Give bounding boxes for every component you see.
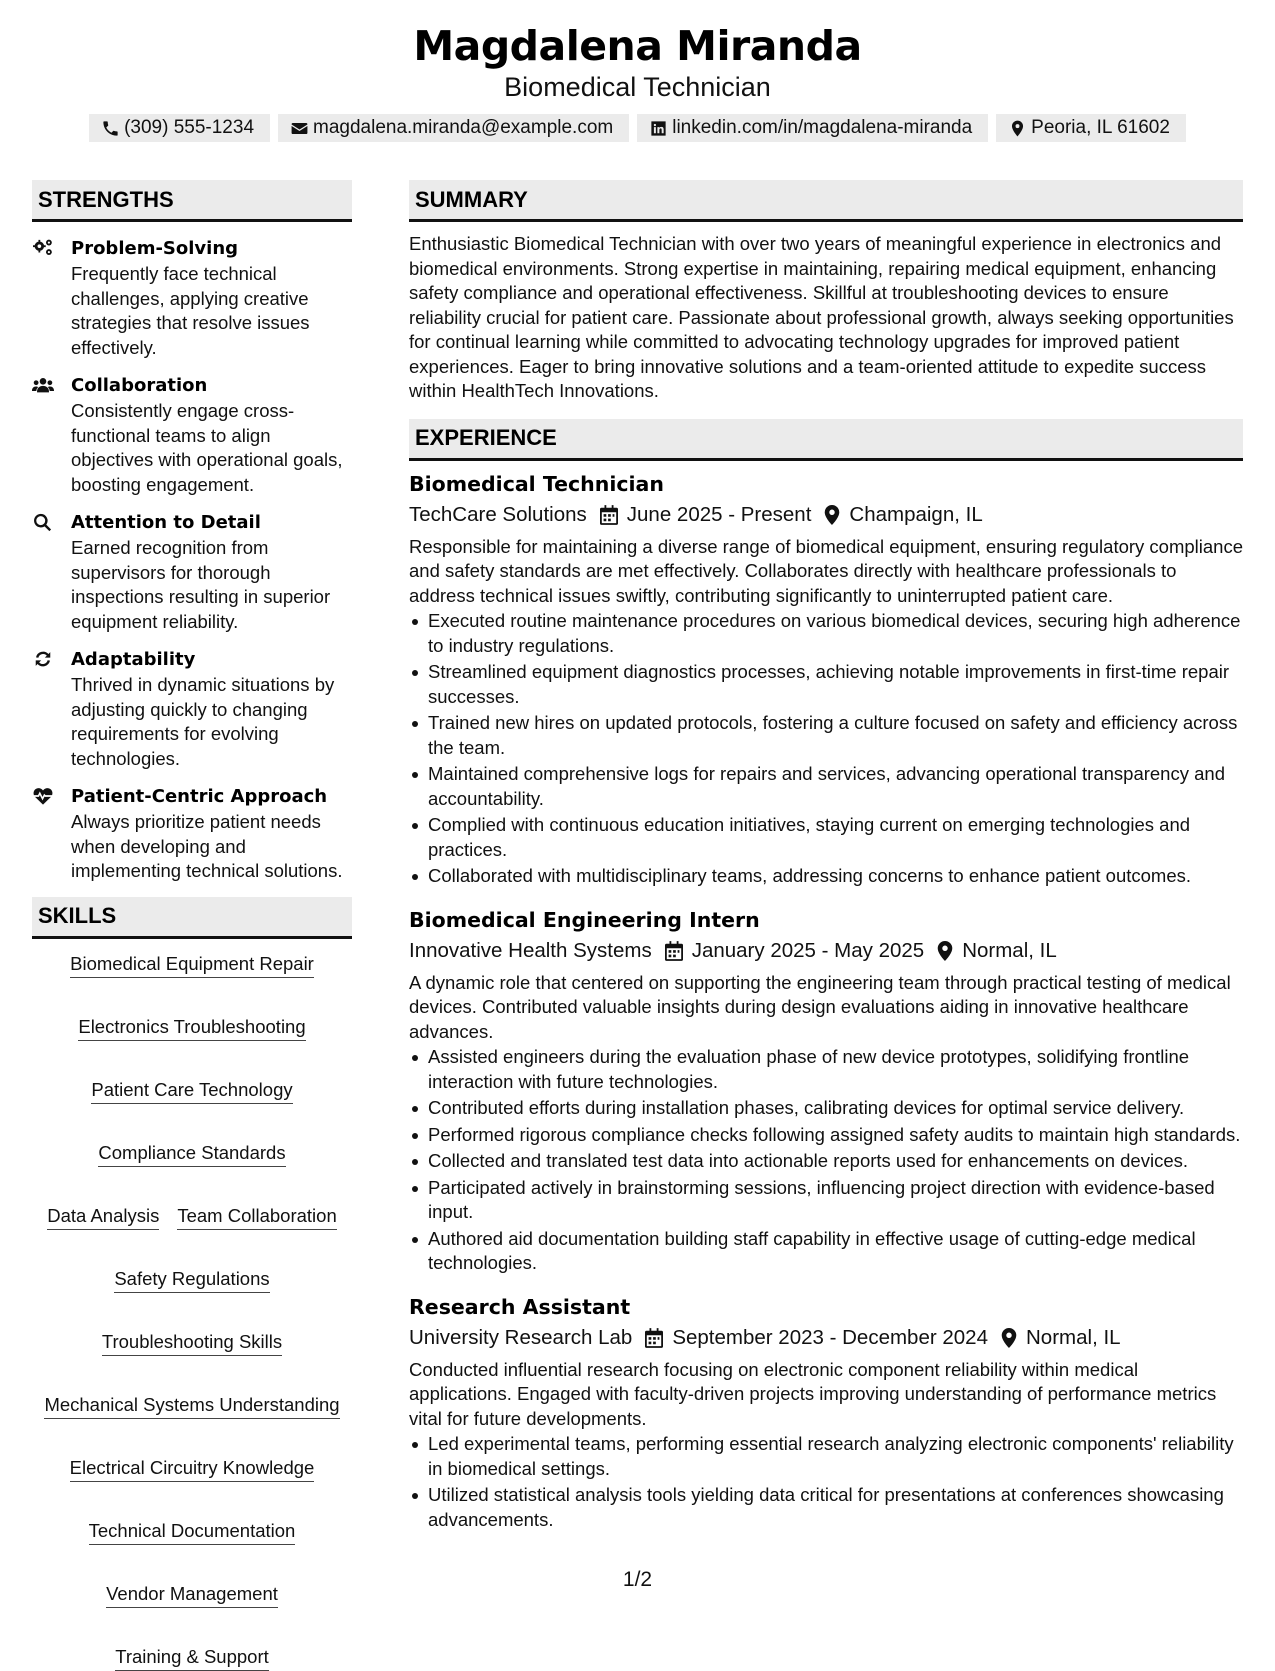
bullet-item: Performed rigorous compliance checks following assigned safety audits to maintain high standards. (409, 1123, 1243, 1148)
job-description: Conducted influential research focusing on electronic component reliability within medical applications. Engaged with faculty-driven projects improving understanding of performance metrics vital for future developments. (409, 1358, 1217, 1429)
phone-icon (101, 119, 120, 138)
gears-icon (32, 238, 54, 258)
skill-tag: Mechanical Systems Understanding (44, 1394, 339, 1419)
email-text: magdalena.miranda@example.com (313, 117, 614, 138)
strength-item (32, 647, 352, 771)
strength-title: Patient-Centric Approach (71, 786, 328, 807)
skill-tag: Patient Care Technology (91, 1079, 292, 1104)
linkedin-icon (649, 119, 668, 138)
job-entry (409, 1292, 1243, 1533)
phone-text: (309) 555-1234 (124, 117, 255, 138)
linkedin-text: linkedin.com/in/magdalena-miranda (672, 117, 973, 138)
skill-tag: Biomedical Equipment Repair (70, 953, 314, 978)
location-text: Peoria, IL 61602 (1031, 117, 1170, 138)
bullet-item: Collected and translated test data into actionable reports used for enhancements on devices. (409, 1149, 1243, 1174)
strength-item (32, 510, 352, 634)
bullet-item: Utilized statistical analysis tools yielding data critical for presentations at conferences showcasing advancements. (409, 1483, 1243, 1532)
contact-phone (89, 114, 270, 142)
job-meta (409, 1323, 1243, 1353)
skills-heading: SKILLS (32, 897, 352, 939)
calendar-icon (665, 941, 683, 961)
job-meta (409, 936, 1243, 966)
skill-tag: Technical Documentation (89, 1520, 296, 1545)
job-company: TechCare Solutions (409, 502, 587, 526)
strength-title: Adaptability (71, 649, 196, 670)
bullet-item: Collaborated with multidisciplinary teams, addressing concerns to enhance patient outcomes. (409, 864, 1243, 889)
search-icon (32, 512, 54, 532)
candidate-name: Magdalena Miranda (413, 22, 862, 70)
contact-location (996, 114, 1186, 142)
map-pin-icon (824, 505, 840, 525)
strength-title: Collaboration (71, 375, 208, 396)
strength-desc: Earned recognition from supervisors for thorough inspections resulting in superior equipment reliability. (71, 537, 331, 632)
skills-section (32, 897, 352, 1671)
bullet-item: Streamlined equipment diagnostics processes, achieving notable improvements in first-time repair successes. (409, 660, 1243, 709)
sync-icon (32, 649, 54, 669)
job-location: Champaign, IL (849, 502, 983, 526)
job-title: Biomedical Engineering Intern (409, 907, 760, 932)
job-bullets (409, 1045, 1243, 1276)
strengths-list (32, 236, 352, 884)
users-icon (32, 375, 54, 395)
strength-desc: Thrived in dynamic situations by adjusting quickly to changing requirements for evolving technologies. (71, 674, 335, 769)
page-number: 1/2 (622, 1568, 653, 1591)
experience-section (409, 419, 1243, 1533)
strength-item (32, 236, 352, 360)
job-company: Innovative Health Systems (409, 938, 652, 962)
contact-email (278, 114, 629, 142)
skill-tag: Electronics Troubleshooting (78, 1016, 305, 1041)
bullet-item: Contributed efforts during installation phases, calibrating devices for optimal service delivery. (409, 1096, 1243, 1121)
job-description: A dynamic role that centered on supporting the engineering team through practical testing of medical devices. Contributed valuable insights during design evaluations aiding in innovative healthcare advances. (409, 971, 1231, 1042)
candidate-title: Biomedical Technician (504, 72, 771, 102)
job-company: University Research Lab (409, 1325, 633, 1349)
bullet-item: Complied with continuous education initiatives, staying current on emerging technologies and practices. (409, 813, 1243, 862)
bullet-item: Trained new hires on updated protocols, fostering a culture focused on safety and efficiency across the team. (409, 711, 1243, 760)
calendar-icon (645, 1328, 663, 1348)
job-dates: June 2025 - Present (626, 502, 812, 526)
experience-heading: EXPERIENCE (409, 419, 1243, 461)
skill-tag: Troubleshooting Skills (102, 1331, 282, 1356)
job-title: Research Assistant (409, 1294, 631, 1319)
map-pin-icon (1001, 1328, 1017, 1348)
job-location: Normal, IL (1026, 1325, 1121, 1349)
bullet-item: Authored aid documentation building staff capability in effective usage of cutting-edge medical technologies. (409, 1227, 1243, 1276)
bullet-item: Participated actively in brainstorming sessions, influencing project direction with evidence-based input. (409, 1176, 1243, 1225)
job-title: Biomedical Technician (409, 471, 664, 496)
skill-tag: Team Collaboration (177, 1205, 336, 1230)
strength-item (32, 784, 352, 884)
skill-tag: Training & Support (115, 1646, 269, 1671)
skill-tag: Vendor Management (106, 1583, 278, 1608)
skill-tag: Safety Regulations (114, 1268, 269, 1293)
right-column (409, 180, 1243, 1534)
contact-linkedin (637, 114, 988, 142)
strength-title: Problem-Solving (71, 238, 239, 259)
strength-desc: Always prioritize patient needs when developing and implementing technical solutions. (71, 811, 343, 881)
skill-tag: Electrical Circuitry Knowledge (70, 1457, 315, 1482)
bullet-item: Maintained comprehensive logs for repairs and services, advancing operational transparency and accountability. (409, 762, 1243, 811)
bullet-item: Assisted engineers during the evaluation phase of new device prototypes, solidifying frontline interaction with future technologies. (409, 1045, 1243, 1094)
job-bullets (409, 1432, 1243, 1532)
bullet-item: Executed routine maintenance procedures on various biomedical devices, securing high adherence to industry regulations. (409, 609, 1243, 658)
strength-desc: Frequently face technical challenges, applying creative strategies that resolve issues effectively. (71, 263, 310, 358)
map-pin-icon (1008, 119, 1027, 138)
skills-list (32, 953, 352, 1671)
job-bullets (409, 609, 1243, 889)
job-description: Responsible for maintaining a diverse range of biomedical equipment, ensuring regulatory compliance and safety standards are met effectively. Collaborates directly with healthcare professionals to address technical issues swiftly, contributing significantly to uninterrupted patient care. (409, 535, 1243, 606)
map-pin-icon (937, 941, 953, 961)
job-entry (409, 469, 1243, 889)
job-location: Normal, IL (962, 938, 1057, 962)
strengths-heading: STRENGTHS (32, 180, 352, 222)
job-dates: January 2025 - May 2025 (691, 938, 925, 962)
summary-text: Enthusiastic Biomedical Technician with over two years of meaningful experience in electronics and biomedical environments. Strong expertise in maintaining, repairing medical equipment, enhancing safety compliance and operational effectiveness. Skillful at troubleshooting devices to ensure reliability crucial for patient care. Passionate about professional growth, always seeking opportunities for continual learning while committed to advocating technology upgrades for improved patient experiences. Eager to bring innovative solutions and a team-oriented attitude to expedite success within HealthTech Innovations. (409, 233, 1234, 401)
bullet-item: Led experimental teams, performing essential research analyzing electronic components' reliability in biomedical settings. (409, 1432, 1243, 1481)
strength-item (32, 373, 352, 497)
contact-bar (0, 114, 1275, 142)
skill-tag: Compliance Standards (98, 1142, 285, 1167)
job-meta (409, 500, 1243, 530)
envelope-icon (290, 119, 309, 138)
strength-desc: Consistently engage cross-functional teams to align objectives with operational goals, boosting engagement. (71, 400, 343, 495)
heartbeat-icon (32, 786, 54, 806)
job-dates: September 2023 - December 2024 (672, 1325, 988, 1349)
summary-heading: SUMMARY (409, 180, 1243, 222)
calendar-icon (600, 505, 618, 525)
strength-title: Attention to Detail (71, 512, 261, 533)
skill-tag: Data Analysis (47, 1205, 159, 1230)
left-column (32, 180, 352, 1671)
job-entry (409, 905, 1243, 1276)
